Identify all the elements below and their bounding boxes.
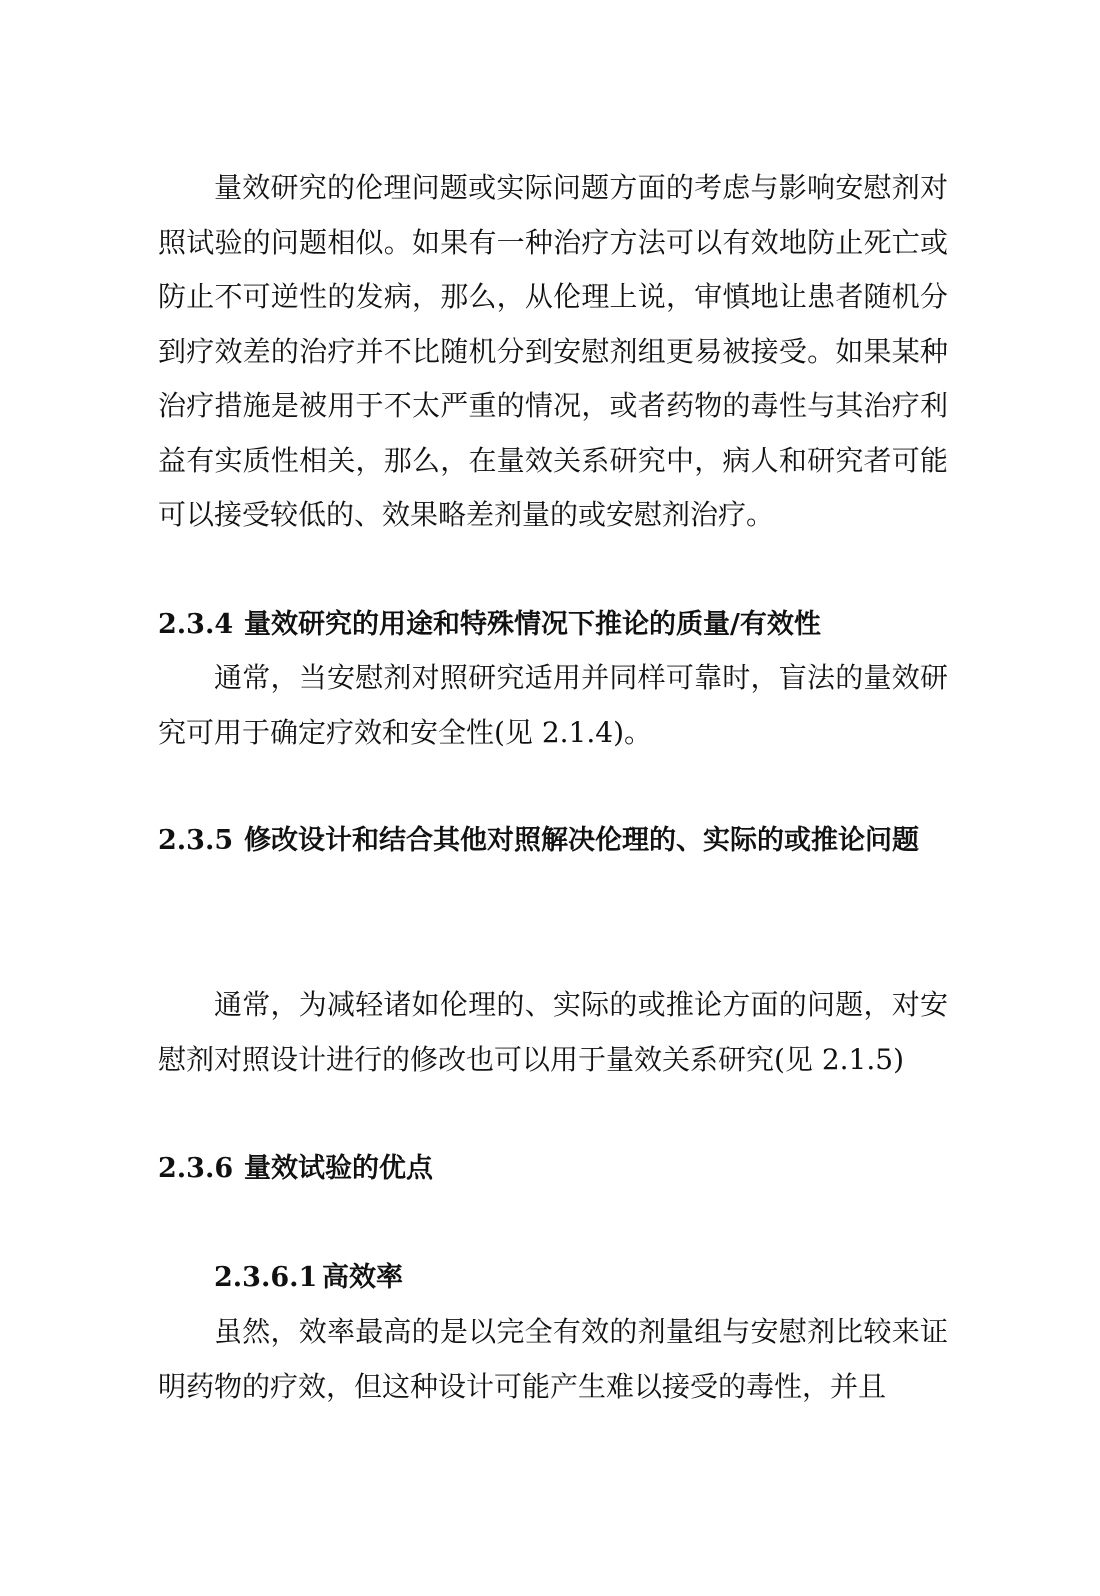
paragraph-text: 虽然，效率最高的是以完全有效的剂量组与安慰剂比较来证明药物的疗效，但这种设计可能产生难以接受的毒性，并且 (158, 1315, 948, 1403)
section-heading-2-3-5 (158, 814, 948, 868)
paragraph-text: 量效研究的伦理问题或实际问题方面的考虑与影响安慰剂对照试验的问题相似。如果有一种治疗方法可以有效地防止死亡或防止不可逆性的发病，那么，从伦理上说，审慎地让患者随机分到疗效差的治疗并不比随机分到安慰剂组更易被接受。如果某种治疗措施是被用于不太严重的情况，或者药物的毒性与其治疗利益有实质性相关，那么，在量效关系研究中，病人和研究者可能可以接受较低的、效果略差剂量的或安慰剂治疗。 (158, 171, 948, 531)
paragraph-text: 通常，为减轻诸如伦理的、实际的或推论方面的问题，对安慰剂对照设计进行的修改也可以用于量效关系研究(见 2.1.5) (158, 988, 948, 1076)
section-title: 量效研究的用途和特殊情况下推论的质量/有效性 (244, 609, 821, 640)
section-title: 量效试验的优点 (244, 1153, 433, 1184)
section-heading-2-3-6 (158, 1142, 948, 1196)
section-number: 2.3.5 (158, 825, 234, 856)
subsection-number: 2.3.6.1 (214, 1262, 318, 1293)
section-title: 修改设计和结合其他对照解决伦理的、实际的或推论问题 (244, 825, 919, 856)
subsection-title: 高效率 (322, 1262, 403, 1293)
paragraph-ethics (158, 161, 948, 543)
paragraph-usage (158, 651, 948, 760)
section-heading-2-3-4 (158, 598, 948, 652)
paragraph-modification (158, 978, 948, 1087)
subsection-heading-2-3-6-1 (214, 1251, 948, 1305)
paragraph-text: 通常，当安慰剂对照研究适用并同样可靠时，盲法的量效研究可用于确定疗效和安全性(见 2.1.4)。 (158, 661, 948, 749)
section-number: 2.3.4 (158, 609, 234, 640)
section-number: 2.3.6 (158, 1153, 234, 1184)
paragraph-efficiency (158, 1305, 948, 1414)
